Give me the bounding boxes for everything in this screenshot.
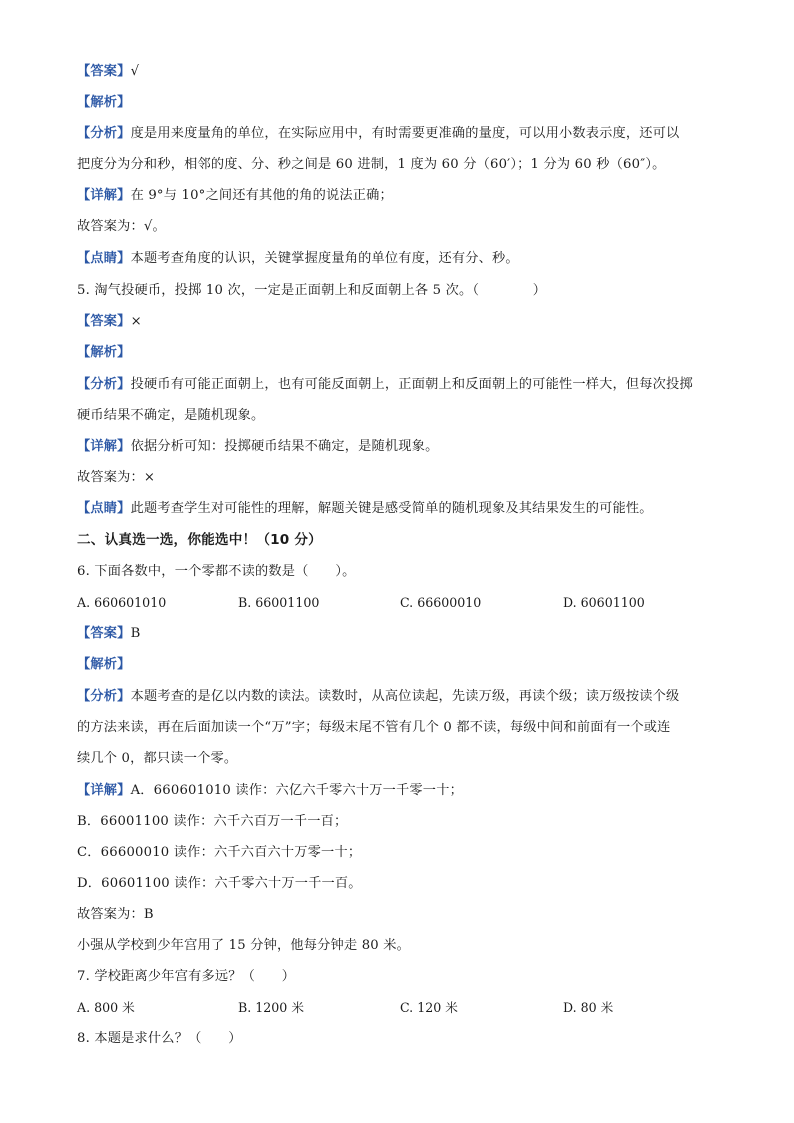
q5-analysis-heading [77,344,131,362]
q5-question: 5. 淘气投硬币，投掷 10 次，一定是正面朝上和反面朝上各 5 次。（ ） [77,283,547,298]
q6-conclusion: 故答案为：B [77,907,154,922]
q6-option-b: B. 66001100 [238,595,320,610]
answer-tag: 【答案】 [77,626,131,641]
q6-xiangjie-c: C．66600010 读作：六千六百六十万零一十； [77,845,362,860]
xiangjie-tag: 【详解】 [77,439,131,454]
xiangjie-text: 在 9°与 10°之间还有其他的角的说法正确； [130,188,393,203]
dianjing-tag: 【点睛】 [77,501,131,516]
q4-answer-line [77,63,139,81]
fenxi-text: 投硬币有可能正面朝上，也有可能反面朝上，正面朝上和反面朝上的可能性一样大，但每次投掷 [130,377,693,392]
q6-fenxi-line-1 [77,688,679,706]
q6-analysis-heading [77,656,131,674]
answer-value: B [130,626,141,641]
q5-dianjing-line [77,500,653,518]
section-title: 二、认真选一选，你能选中！（10 分） [77,532,322,548]
dianjing-tag: 【点睛】 [77,251,131,266]
q6-fenxi-line-2: 的方法来读，再在后面加读一个“万”字；每级末尾不管有几个 0 都不读，每级中间和前面有一个或连 [77,720,671,735]
xiangjie-a: A．660601010 读作：六亿六千零六十万一千零一十； [130,783,463,798]
xiangjie-tag: 【详解】 [77,783,131,798]
fenxi-text: 本题考查的是亿以内数的读法。读数时，从高位读起，先读万级，再读个级；读万级按读个级 [130,689,680,704]
analysis-tag: 【解析】 [77,95,131,110]
answer-tag: 【答案】 [77,64,131,79]
q4-fenxi-line-2: 把度分为分和秒，相邻的度、分、秒之间是 60 进制，1 度为 60 分（60′）；1 分为 60 秒（60″）。 [77,157,666,172]
q5-fenxi-line-2: 硬币结果不确定，是随机现象。 [77,408,265,423]
q6-question: 6. 下面各数中，一个零都不读的数是（ ）。 [77,564,356,579]
q4-xiangjie-line [77,187,393,205]
q6-xiangjie-d: D．60601100 读作：六千零六十万一千一百。 [77,876,362,891]
dianjing-text: 本题考查角度的认识，关键掌握度量角的单位有度，还有分、秒。 [130,251,519,266]
q5-conclusion: 故答案为：× [77,470,156,485]
q6-answer-line [77,625,140,643]
q4-conclusion: 故答案为：√。 [77,219,166,234]
answer-value: × [130,314,142,329]
q7-question: 7. 学校距离少年宫有多远？（ ） [77,969,296,984]
q6-option-d: D. 60601100 [563,595,645,610]
fenxi-tag: 【分析】 [77,689,131,704]
fenxi-text: 度是用来度量角的单位，在实际应用中，有时需要更准确的量度，可以用小数表示度，还可以 [130,126,680,141]
question-context: 小强从学校到少年宫用了 15 分钟，他每分钟走 80 米。 [77,938,411,953]
q7-option-a: A. 800 米 [77,1000,135,1015]
q8-question: 8. 本题是求什么？（ ） [77,1031,242,1046]
fenxi-tag: 【分析】 [77,377,131,392]
fenxi-tag: 【分析】 [77,126,131,141]
q7-option-d: D. 80 米 [563,1000,614,1015]
answer-value: √ [130,64,140,79]
q4-dianjing-line [77,250,519,268]
q5-fenxi-line-1 [77,376,693,394]
xiangjie-text: 依据分析可知：投掷硬币结果不确定，是随机现象。 [130,439,439,454]
q6-option-c: C. 66600010 [400,595,482,610]
q6-xiangjie-line [77,782,463,800]
q4-analysis-heading [77,94,131,112]
q4-fenxi-line-1 [77,125,679,143]
q6-xiangjie-b: B．66001100 读作：六千六百万一千一百； [77,814,348,829]
analysis-tag: 【解析】 [77,657,131,672]
q6-fenxi-line-3: 续几个 0，都只读一个零。 [77,751,238,766]
q5-answer-line [77,313,142,331]
q7-option-b: B. 1200 米 [238,1000,304,1015]
xiangjie-tag: 【详解】 [77,188,131,203]
analysis-tag: 【解析】 [77,345,131,360]
q5-xiangjie-line [77,438,438,456]
dianjing-text: 此题考查学生对可能性的理解，解题关键是感受简单的随机现象及其结果发生的可能性。 [130,501,653,516]
q6-option-a: A. 660601010 [77,595,167,610]
answer-tag: 【答案】 [77,314,131,329]
q7-option-c: C. 120 米 [400,1000,458,1015]
